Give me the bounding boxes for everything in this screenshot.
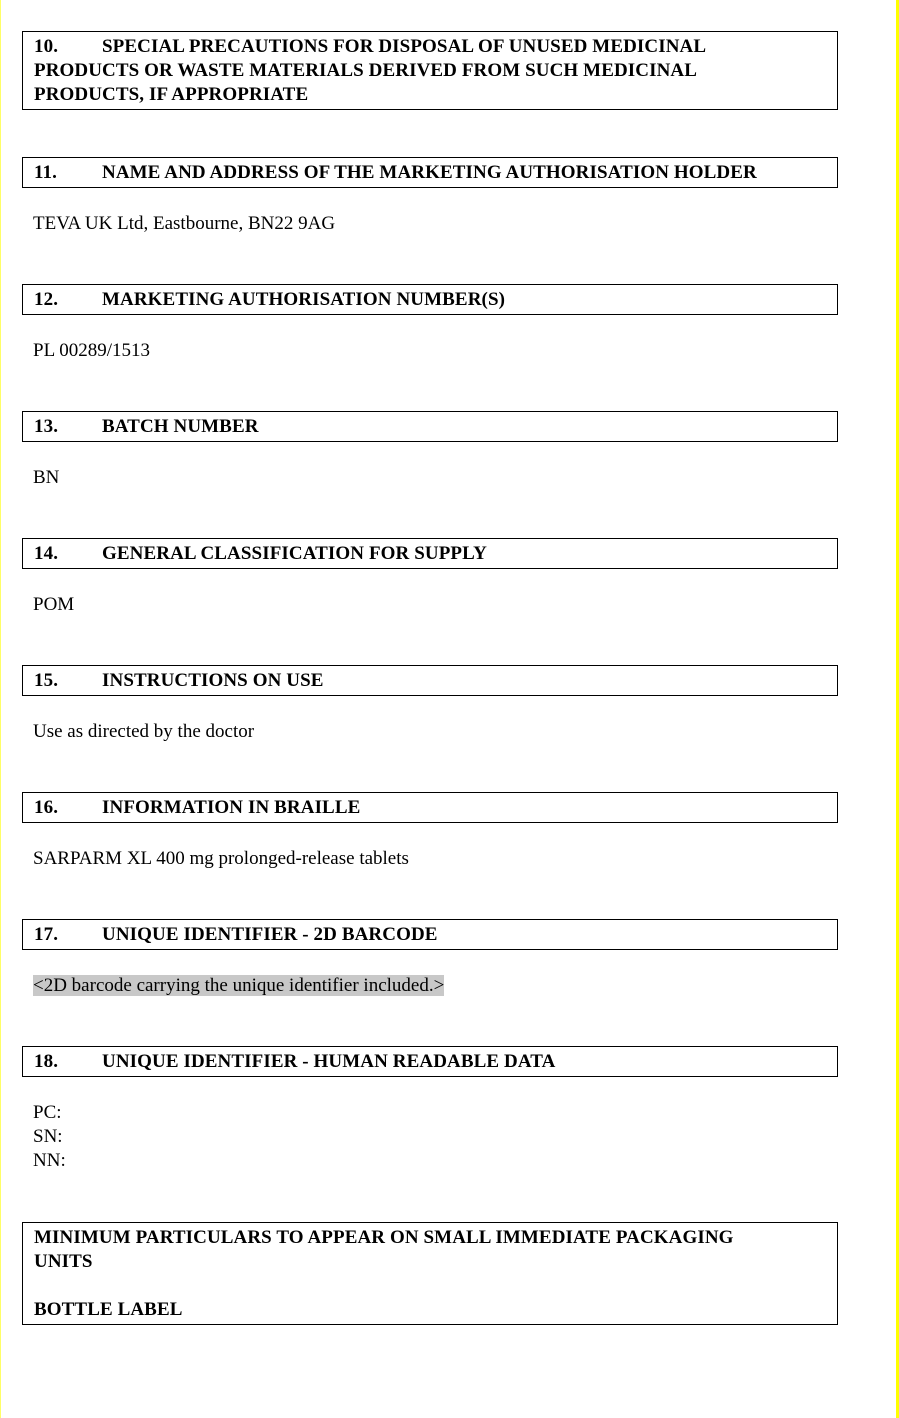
supply-classification: POM <box>33 594 75 615</box>
section-title: INSTRUCTIONS ON USE <box>102 670 324 691</box>
authorisation-number: PL 00289/1513 <box>33 340 150 361</box>
mah-address: TEVA UK Ltd, Eastbourne, BN22 9AG <box>33 213 336 234</box>
section-17-body <box>33 974 444 998</box>
section-14-body <box>33 593 74 617</box>
barcode-placeholder-text: <2D barcode carrying the unique identifier included.> <box>33 975 445 996</box>
sn-label: SN: <box>33 1126 63 1147</box>
section-number: 10. <box>34 36 59 57</box>
section-number: 13. <box>34 416 59 437</box>
section-13-heading <box>22 411 838 442</box>
section-17-heading <box>22 919 838 950</box>
section-number: 12. <box>34 289 59 310</box>
section-number: 15. <box>34 670 59 691</box>
section-title: PRODUCTS, IF APPROPRIATE <box>34 84 309 105</box>
nn-label: NN: <box>33 1150 66 1171</box>
section-title: UNIQUE IDENTIFIER - 2D BARCODE <box>102 924 438 945</box>
section-11-body <box>33 212 335 236</box>
minimum-particulars-title: MINIMUM PARTICULARS TO APPEAR ON SMALL IMMEDIATE PACKAGING <box>34 1227 734 1248</box>
section-number: 18. <box>34 1051 59 1072</box>
section-15-heading <box>22 665 838 696</box>
section-16-body <box>33 847 409 871</box>
section-title: NAME AND ADDRESS OF THE MARKETING AUTHORISATION HOLDER <box>102 162 757 183</box>
section-18-heading <box>22 1046 838 1077</box>
section-11-heading <box>22 157 838 188</box>
section-title: UNIQUE IDENTIFIER - HUMAN READABLE DATA <box>102 1051 556 1072</box>
section-12-body <box>33 339 150 363</box>
section-number: 17. <box>34 924 59 945</box>
page-left-edge <box>0 0 1 1418</box>
section-title: GENERAL CLASSIFICATION FOR SUPPLY <box>102 543 487 564</box>
instructions-text: Use as directed by the doctor <box>33 721 255 742</box>
section-12-heading <box>22 284 838 315</box>
section-18-body <box>33 1101 66 1173</box>
section-number: 16. <box>34 797 59 818</box>
section-15-body <box>33 720 254 744</box>
section-number: 11. <box>34 162 58 183</box>
section-10-heading <box>22 31 838 110</box>
section-number: 14. <box>34 543 59 564</box>
section-16-heading <box>22 792 838 823</box>
bottle-label-heading: BOTTLE LABEL <box>34 1299 183 1320</box>
minimum-particulars-box <box>22 1222 838 1325</box>
section-title: PRODUCTS OR WASTE MATERIALS DERIVED FROM SUCH MEDICINAL <box>34 60 698 81</box>
pc-label: PC: <box>33 1102 62 1123</box>
braille-text: SARPARM XL 400 mg prolonged-release tablets <box>33 848 409 869</box>
section-title: INFORMATION IN BRAILLE <box>102 797 361 818</box>
minimum-particulars-title: UNITS <box>34 1251 93 1272</box>
section-title: SPECIAL PRECAUTIONS FOR DISPOSAL OF UNUSED MEDICINAL <box>102 36 707 57</box>
batch-number: BN <box>33 467 60 488</box>
section-14-heading <box>22 538 838 569</box>
section-title: BATCH NUMBER <box>102 416 259 437</box>
spacer <box>34 1274 826 1298</box>
section-13-body <box>33 466 59 490</box>
section-title: MARKETING AUTHORISATION NUMBER(S) <box>102 289 506 310</box>
